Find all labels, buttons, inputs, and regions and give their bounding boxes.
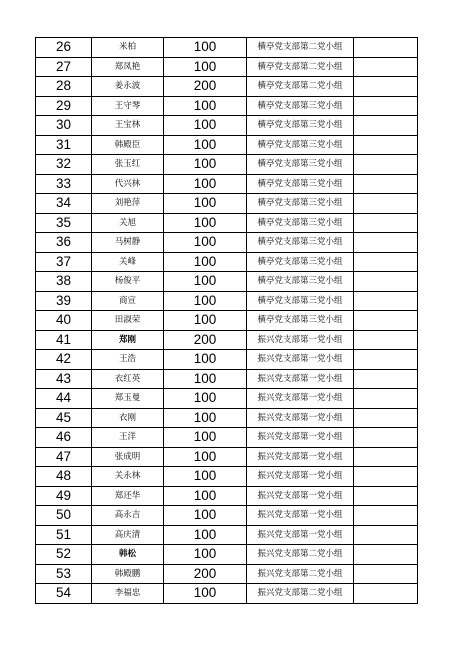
row-number-cell: 49: [36, 486, 92, 506]
row-number-cell: 45: [36, 408, 92, 428]
table-row: [36, 77, 418, 97]
note-cell: [354, 506, 418, 526]
party-group-cell: 振兴党支部第一党小组: [247, 369, 354, 389]
amount-cell: 100: [164, 350, 247, 370]
table-row: [36, 545, 418, 565]
table-row: [36, 135, 418, 155]
note-cell: [354, 564, 418, 584]
note-cell: [354, 408, 418, 428]
member-name-cell: 王守琴: [92, 96, 164, 116]
amount-cell: 100: [164, 545, 247, 565]
table-row: [36, 408, 418, 428]
note-cell: [354, 213, 418, 233]
party-group-cell: 横亭党支部第三党小组: [247, 155, 354, 175]
member-name-cell: 马树静: [92, 233, 164, 253]
amount-cell: 100: [164, 135, 247, 155]
amount-cell: 100: [164, 155, 247, 175]
amount-cell: 100: [164, 96, 247, 116]
note-cell: [354, 252, 418, 272]
row-number-cell: 34: [36, 194, 92, 214]
amount-cell: 100: [164, 174, 247, 194]
note-cell: [354, 233, 418, 253]
member-name-cell: 高庆清: [92, 525, 164, 545]
party-group-cell: 振兴党支部第一党小组: [247, 330, 354, 350]
member-name-cell: 关永林: [92, 467, 164, 487]
party-group-cell: 横亭党支部第三党小组: [247, 291, 354, 311]
party-group-cell: 振兴党支部第一党小组: [247, 486, 354, 506]
donation-table: [35, 37, 418, 604]
row-number-cell: 47: [36, 447, 92, 467]
amount-cell: 100: [164, 38, 247, 58]
party-group-cell: 横亭党支部第三党小组: [247, 233, 354, 253]
table-row: [36, 486, 418, 506]
table-row: [36, 291, 418, 311]
row-number-cell: 26: [36, 38, 92, 58]
party-group-cell: 振兴党支部第一党小组: [247, 447, 354, 467]
note-cell: [354, 174, 418, 194]
table-row: [36, 194, 418, 214]
row-number-cell: 32: [36, 155, 92, 175]
table-row: [36, 57, 418, 77]
row-number-cell: 50: [36, 506, 92, 526]
member-name-cell: 王宝林: [92, 116, 164, 136]
member-name-cell: 郑还华: [92, 486, 164, 506]
note-cell: [354, 135, 418, 155]
amount-cell: 100: [164, 525, 247, 545]
table-row: [36, 116, 418, 136]
party-group-cell: 横亭党支部第三党小组: [247, 135, 354, 155]
party-group-cell: 振兴党支部第一党小组: [247, 350, 354, 370]
amount-cell: 200: [164, 330, 247, 350]
member-name-cell: 张成明: [92, 447, 164, 467]
note-cell: [354, 116, 418, 136]
party-group-cell: 横亭党支部第二党小组: [247, 77, 354, 97]
note-cell: [354, 447, 418, 467]
member-name-cell: 韩殿臣: [92, 135, 164, 155]
party-group-cell: 横亭党支部第三党小组: [247, 252, 354, 272]
note-cell: [354, 428, 418, 448]
party-group-cell: 横亭党支部第二党小组: [247, 38, 354, 58]
note-cell: [354, 389, 418, 409]
note-cell: [354, 38, 418, 58]
member-name-cell: 高永吉: [92, 506, 164, 526]
member-name-cell: 郑玉曼: [92, 389, 164, 409]
member-name-cell: 关峰: [92, 252, 164, 272]
table-row: [36, 467, 418, 487]
row-number-cell: 31: [36, 135, 92, 155]
note-cell: [354, 291, 418, 311]
party-group-cell: 横亭党支部第三党小组: [247, 311, 354, 331]
amount-cell: 100: [164, 116, 247, 136]
note-cell: [354, 525, 418, 545]
table-row: [36, 252, 418, 272]
member-name-cell: 王洋: [92, 428, 164, 448]
row-number-cell: 46: [36, 428, 92, 448]
amount-cell: 100: [164, 486, 247, 506]
amount-cell: 100: [164, 428, 247, 448]
amount-cell: 100: [164, 213, 247, 233]
table-body: [36, 38, 418, 604]
amount-cell: 100: [164, 584, 247, 604]
row-number-cell: 52: [36, 545, 92, 565]
member-name-cell: 张玉红: [92, 155, 164, 175]
party-group-cell: 横亭党支部第三党小组: [247, 96, 354, 116]
row-number-cell: 35: [36, 213, 92, 233]
table-row: [36, 525, 418, 545]
member-name-cell: 商宣: [92, 291, 164, 311]
row-number-cell: 33: [36, 174, 92, 194]
table-row: [36, 428, 418, 448]
table-row: [36, 233, 418, 253]
table-row: [36, 584, 418, 604]
amount-cell: 200: [164, 77, 247, 97]
amount-cell: 100: [164, 389, 247, 409]
row-number-cell: 53: [36, 564, 92, 584]
table-row: [36, 272, 418, 292]
row-number-cell: 54: [36, 584, 92, 604]
table-row: [36, 506, 418, 526]
amount-cell: 100: [164, 467, 247, 487]
party-group-cell: 振兴党支部第二党小组: [247, 564, 354, 584]
row-number-cell: 44: [36, 389, 92, 409]
note-cell: [354, 311, 418, 331]
party-group-cell: 振兴党支部第一党小组: [247, 408, 354, 428]
table-row: [36, 389, 418, 409]
row-number-cell: 36: [36, 233, 92, 253]
amount-cell: 100: [164, 291, 247, 311]
party-group-cell: 振兴党支部第一党小组: [247, 525, 354, 545]
table-row: [36, 96, 418, 116]
party-group-cell: 横亭党支部第三党小组: [247, 194, 354, 214]
row-number-cell: 27: [36, 57, 92, 77]
note-cell: [354, 330, 418, 350]
amount-cell: 100: [164, 506, 247, 526]
row-number-cell: 43: [36, 369, 92, 389]
member-name-cell: 米柏: [92, 38, 164, 58]
member-name-cell: 关旭: [92, 213, 164, 233]
table-row: [36, 38, 418, 58]
party-group-cell: 横亭党支部第三党小组: [247, 116, 354, 136]
amount-cell: 100: [164, 194, 247, 214]
row-number-cell: 37: [36, 252, 92, 272]
row-number-cell: 48: [36, 467, 92, 487]
row-number-cell: 28: [36, 77, 92, 97]
note-cell: [354, 96, 418, 116]
member-name-cell: 刘艳萍: [92, 194, 164, 214]
amount-cell: 100: [164, 252, 247, 272]
row-number-cell: 42: [36, 350, 92, 370]
party-group-cell: 横亭党支部第三党小组: [247, 213, 354, 233]
party-group-cell: 振兴党支部第一党小组: [247, 389, 354, 409]
member-name-cell: 衣红英: [92, 369, 164, 389]
row-number-cell: 51: [36, 525, 92, 545]
amount-cell: 100: [164, 369, 247, 389]
table-row: [36, 564, 418, 584]
note-cell: [354, 155, 418, 175]
party-group-cell: 横亭党支部第二党小组: [247, 57, 354, 77]
table-row: [36, 330, 418, 350]
party-group-cell: 振兴党支部第一党小组: [247, 467, 354, 487]
row-number-cell: 30: [36, 116, 92, 136]
member-name-cell: 郑凤艳: [92, 57, 164, 77]
member-name-cell: 田淑荣: [92, 311, 164, 331]
member-name-cell: 李福忠: [92, 584, 164, 604]
amount-cell: 200: [164, 564, 247, 584]
party-group-cell: 振兴党支部第一党小组: [247, 506, 354, 526]
table-row: [36, 213, 418, 233]
note-cell: [354, 272, 418, 292]
amount-cell: 100: [164, 408, 247, 428]
table-row: [36, 447, 418, 467]
party-group-cell: 振兴党支部第二党小组: [247, 584, 354, 604]
member-name-cell: 姜永波: [92, 77, 164, 97]
member-name-cell: 郑刚: [92, 330, 164, 350]
party-group-cell: 横亭党支部第三党小组: [247, 174, 354, 194]
note-cell: [354, 545, 418, 565]
party-group-cell: 振兴党支部第二党小组: [247, 545, 354, 565]
member-name-cell: 杨俊平: [92, 272, 164, 292]
note-cell: [354, 350, 418, 370]
amount-cell: 100: [164, 447, 247, 467]
table-row: [36, 350, 418, 370]
row-number-cell: 41: [36, 330, 92, 350]
table-row: [36, 155, 418, 175]
table-row: [36, 311, 418, 331]
amount-cell: 100: [164, 272, 247, 292]
table-row: [36, 174, 418, 194]
member-name-cell: 衣刚: [92, 408, 164, 428]
amount-cell: 100: [164, 311, 247, 331]
note-cell: [354, 584, 418, 604]
table-row: [36, 369, 418, 389]
member-name-cell: 王浩: [92, 350, 164, 370]
note-cell: [354, 486, 418, 506]
member-name-cell: 代兴林: [92, 174, 164, 194]
party-group-cell: 横亭党支部第三党小组: [247, 272, 354, 292]
row-number-cell: 39: [36, 291, 92, 311]
party-group-cell: 振兴党支部第一党小组: [247, 428, 354, 448]
amount-cell: 100: [164, 57, 247, 77]
note-cell: [354, 194, 418, 214]
row-number-cell: 40: [36, 311, 92, 331]
note-cell: [354, 57, 418, 77]
note-cell: [354, 467, 418, 487]
member-name-cell: 韩松: [92, 545, 164, 565]
amount-cell: 100: [164, 233, 247, 253]
row-number-cell: 29: [36, 96, 92, 116]
note-cell: [354, 369, 418, 389]
row-number-cell: 38: [36, 272, 92, 292]
member-name-cell: 韩殿鹏: [92, 564, 164, 584]
note-cell: [354, 77, 418, 97]
